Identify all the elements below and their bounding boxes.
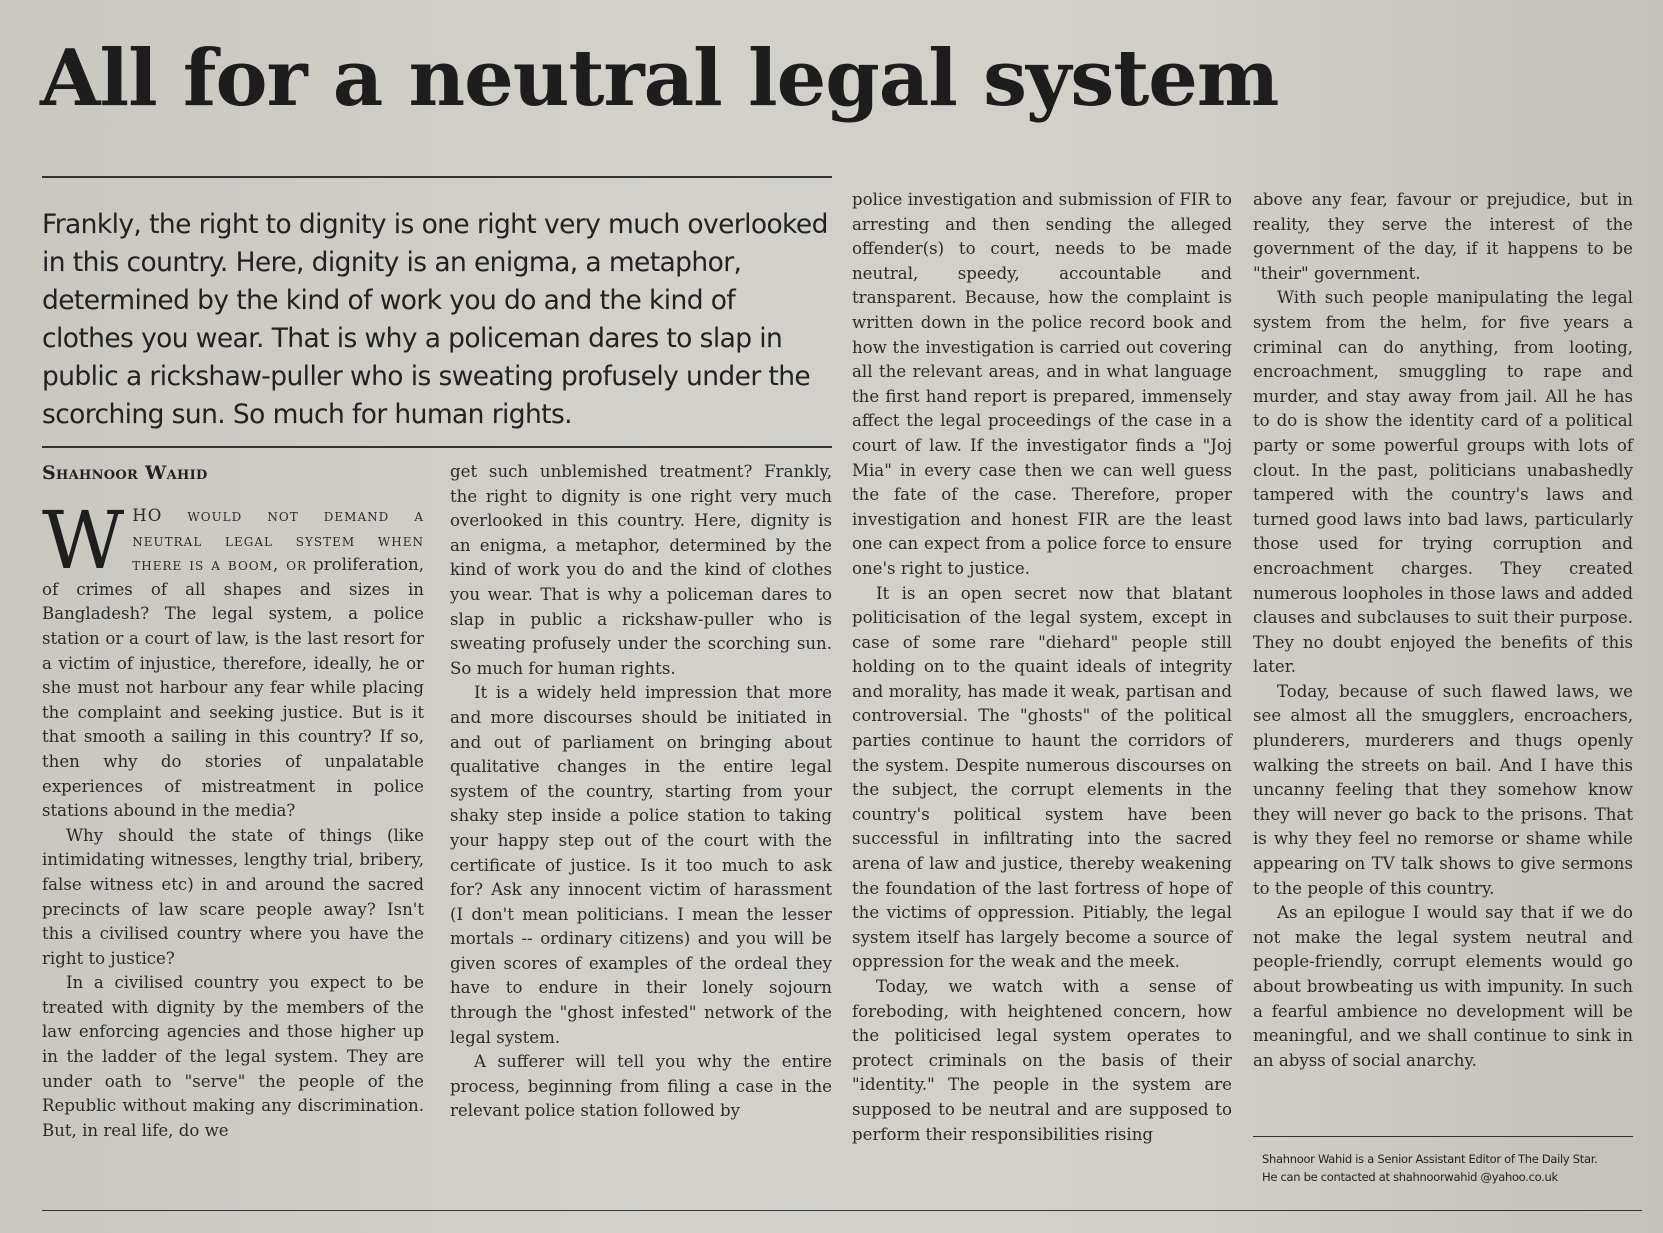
opening-words: HO would not demand a neutral legal system when there is a boom, or <box>132 506 424 575</box>
paragraph-3-part-2: get such unblemished treatment? Frankly, the right to dignity is one right very much overlooked in this country. Here, dignity is an enigma, a metaphor, determined by the kind of work you do and the kind of clothes you wear. That is why a policeman dares to slap in public a rickshaw-puller who is sweating profusely under the scorching sun. So much for human rights. <box>450 462 832 678</box>
deck-top-rule <box>42 176 832 178</box>
paragraph-opening <box>42 494 424 824</box>
author-bio-line-1: Shahnoor Wahid is a Senior Assistant Editor of The Daily Star. <box>1262 1152 1598 1166</box>
article-column-1 <box>42 494 424 1143</box>
paragraph-9: Today, because of such flawed laws, we see almost all the smugglers, encroachers, plunderers, murderers and thugs openly walking the streets on bail. And I have this uncanny feeling that they somehow know they will never go back to the prisons. That is why they feel no remorse or shame while appearing on TV talk shows to give sermons to the people of this country. <box>1253 681 1633 898</box>
paragraph-6: It is an open secret now that blatant politicisation of the legal system, except in case of some rare "diehard" people still holding on to the quaint ideals of integrity and morality, has made it weak, partisan and controversial. The "ghosts" of the political parties continue to haunt the corridors of the system. Despite numerous discourses on the subject, the corrupt elements in the country's political system have been successful in infiltrating into the sacred arena of law and justice, thereby weakening the foundation of the last fortress of hope of the victims of oppression. Pitiably, the legal system itself has largely become a source of oppression for the weak and the meek. <box>852 583 1232 972</box>
paragraph-5-part-1: A sufferer will tell you why the entire process, beginning from filing a case in the relevant police station followed by <box>450 1052 832 1121</box>
dropcap: W <box>42 494 125 587</box>
article-column-3 <box>852 188 1232 1147</box>
paragraph-7-part-1: Today, we watch with a sense of foreboding, with heightened concern, how the politicised legal system operates to protect criminals on the basis of their "identity." The people in the system are supposed to be neutral and are supposed to perform their responsibilities rising <box>852 977 1232 1144</box>
author-bio <box>1262 1150 1642 1186</box>
deck-summary: Frankly, the right to dignity is one right very much overlooked in this country. Here, dignity is an enigma, a metaphor, determined by the kind of work you do and the kind of clothes you wear. That is why a policeman dares to slap in public a rickshaw-puller who is sweating profusely under the scorching sun. So much for human rights. <box>42 209 828 430</box>
bio-rule <box>1253 1136 1633 1137</box>
article-column-4 <box>1253 188 1633 1073</box>
paragraph-1: proliferation, of crimes of all shapes and sizes in Bangladesh? The legal system, a police station or a court of law, is the last resort for a victim of injustice, therefore, ideally, he or she must not harbour any fear while placing the complaint and seeking justice. But is it that smooth a sailing in this country? If so, then why do stories of unpalatable experiences of mistreatment in police stations abound in the media? <box>42 555 424 821</box>
headline: All for a neutral legal system <box>40 33 1279 124</box>
author-bio-line-2: He can be contacted at shahnoorwahid @yahoo.co.uk <box>1262 1170 1558 1184</box>
paragraph-2: Why should the state of things (like intimidating witnesses, lengthy trial, bribery, false witness etc) in and around the sacred precincts of law scare people away? Isn't this a civilised country where you have the right to justice? <box>42 825 424 968</box>
paragraph-7-part-2: above any fear, favour or prejudice, but in reality, they serve the interest of the government of the day, if it happens to be "their" government. <box>1253 190 1633 283</box>
deck-bottom-rule <box>42 446 832 448</box>
byline: Shahnoor Wahid <box>42 462 208 484</box>
paragraph-3-part-1: In a civilised country you expect to be treated with dignity by the members of the law enforcing agencies and those higher up in the ladder of the legal system. They are under oath to "serve" the people of the Republic without making any discrimination. But, in real life, do we <box>42 973 424 1140</box>
paragraph-4: It is a widely held impression that more and more discourses should be initiated in and out of parliament on bringing about qualitative changes in the entire legal system of the country, starting from your shaky step inside a police station to taking your happy step out of the court with the certificate of justice. Is it too much to ask for? Ask any innocent victim of harassment (I don't mean politicians. I mean the lesser mortals -- ordinary citizens) and you will be given scores of examples of the ordeal they have to endure in their lonely sojourn through the "ghost infested" network of the legal system. <box>450 683 832 1047</box>
page-bottom-rule <box>42 1210 1642 1211</box>
paragraph-10: As an epilogue I would say that if we do not make the legal system neutral and people-friendly, corrupt elements would go about browbeating us with impunity. In such a fearful ambience no development will be meaningful, and we shall continue to sink in an abyss of social anarchy. <box>1253 903 1633 1070</box>
paragraph-5-part-2: police investigation and submission of FIR to arresting and then sending the alleged offender(s) to court, needs to be made neutral, speedy, accountable and transparent. Because, how the complaint is written down in the police record book and how the investigation is carried out covering all the relevant areas, and in what language the first hand report is prepared, immensely affect the legal proceedings of the case in a court of law. If the investigator finds a "Joj Mia" in every case then we can well guess the fate of the case. Therefore, proper investigation and honest FIR are the least one can expect from a police force to ensure one's right to justice. <box>852 190 1232 578</box>
paragraph-8: With such people manipulating the legal system from the helm, for five years a criminal can do anything, from looting, encroachment, smuggling to rape and murder, and stay away from jail. All he has to do is show the identity card of a political party or some powerful groups with lots of clout. In the past, politicians unabashedly tampered with the country's laws and turned good laws into bad laws, particularly those used for trying corruption and encroachment charges. They created numerous loopholes in those laws and added clauses and subclauses to suit their purpose. They no doubt enjoyed the benefits of this later. <box>1253 288 1633 677</box>
article-column-2 <box>450 460 832 1124</box>
